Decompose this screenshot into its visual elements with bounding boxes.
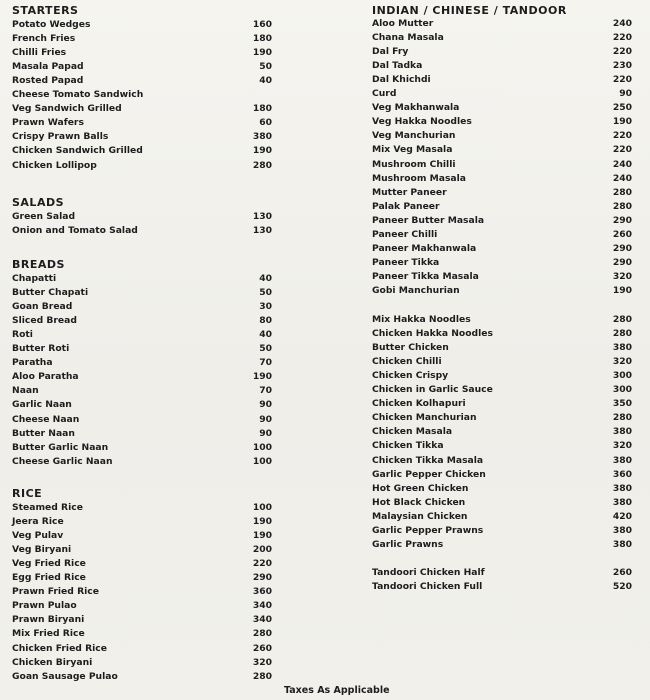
item-name: Prawn Pulao	[12, 600, 77, 611]
item-price: 380	[252, 131, 272, 142]
item-name: Mix Fried Rice	[12, 628, 85, 639]
item-name: Veg Makhanwala	[372, 102, 460, 113]
item-name: Garlic Naan	[12, 399, 72, 410]
item-price: 350	[612, 398, 632, 409]
item-name: Veg Fried Rice	[12, 558, 86, 569]
menu-item-potato-wedges	[10, 19, 275, 33]
menu-item-chicken-tikka-masala	[370, 455, 635, 469]
menu-item-prawn-fried-rice	[10, 586, 275, 600]
section-title: BREADS	[12, 258, 65, 271]
item-price: 340	[252, 614, 272, 625]
menu-item-chapatti	[10, 273, 275, 287]
item-price: 190	[252, 530, 272, 541]
menu-item-chicken-lollipop	[10, 160, 275, 174]
item-name: Butter Garlic Naan	[12, 442, 109, 453]
item-name: Mushroom Masala	[372, 173, 466, 184]
item-price: 60	[259, 117, 272, 128]
item-price: 260	[612, 567, 632, 578]
item-name: Onion and Tomato Salad	[12, 225, 138, 236]
menu-item-dal-tadka	[370, 60, 635, 74]
menu-item-chilli-fries	[10, 47, 275, 61]
item-price: 380	[612, 539, 632, 550]
menu-item-tandoori-chicken-full	[370, 581, 635, 595]
menu-item-steamed-rice	[10, 502, 275, 516]
item-price: 100	[252, 502, 272, 513]
menu-item-paneer-tikka-masala	[370, 271, 635, 285]
menu-item-malaysian-chicken	[370, 511, 635, 525]
item-price: 70	[259, 385, 272, 396]
item-price: 280	[252, 628, 272, 639]
item-price: 380	[612, 426, 632, 437]
item-name: Mix Veg Masala	[372, 144, 453, 155]
item-price: 220	[612, 144, 632, 155]
item-name: Roti	[12, 329, 33, 340]
item-name: Chicken Sandwich Grilled	[12, 145, 143, 156]
item-price: 80	[259, 315, 272, 326]
item-name: Dal Fry	[372, 46, 409, 57]
item-price: 290	[612, 215, 632, 226]
item-name: Chicken Biryani	[12, 657, 93, 668]
menu-item-veg-pulav	[10, 530, 275, 544]
menu-item-cheese-naan	[10, 414, 275, 428]
menu-item-crispy-prawn-balls	[10, 131, 275, 145]
item-name: Chicken Hakka Noodles	[372, 328, 493, 339]
menu-item-french-fries	[10, 33, 275, 47]
menu-item-tandoori-chicken-half	[370, 567, 635, 581]
item-name: Chicken Kolhapuri	[372, 398, 466, 409]
menu-item-palak-paneer	[370, 201, 635, 215]
item-name: Sliced Bread	[12, 315, 77, 326]
item-name: Dal Tadka	[372, 60, 423, 71]
item-name: Aloo Paratha	[12, 371, 79, 382]
item-price: 250	[612, 102, 632, 113]
item-name: Cheese Naan	[12, 414, 80, 425]
menu-item-chicken-kolhapuri	[370, 398, 635, 412]
menu-item-mutter-paneer	[370, 187, 635, 201]
item-name: Chicken in Garlic Sauce	[372, 384, 493, 395]
item-name: Chicken Fried Rice	[12, 643, 107, 654]
menu-item-jeera-rice	[10, 516, 275, 530]
menu-item-veg-hakka-noodles	[370, 116, 635, 130]
item-name: Paneer Tikka	[372, 257, 440, 268]
item-price: 220	[612, 46, 632, 57]
menu-item-cheese-tomato-sandwich	[10, 89, 275, 103]
item-price: 380	[612, 497, 632, 508]
item-price: 50	[259, 343, 272, 354]
item-price: 200	[252, 544, 272, 555]
item-name: Curd	[372, 88, 397, 99]
item-price: 190	[252, 47, 272, 58]
item-name: Steamed Rice	[12, 502, 83, 513]
item-name: Paneer Butter Masala	[372, 215, 485, 226]
item-name: Masala Papad	[12, 61, 84, 72]
item-name: Mutter Paneer	[372, 187, 447, 198]
item-name: Chicken Tikka	[372, 440, 444, 451]
item-price: 90	[619, 88, 632, 99]
item-price: 290	[612, 257, 632, 268]
item-price: 280	[612, 314, 632, 325]
menu-item-dal-fry	[370, 46, 635, 60]
item-name: Paneer Makhanwala	[372, 243, 477, 254]
item-price: 280	[612, 201, 632, 212]
item-price: 280	[252, 160, 272, 171]
item-name: Malaysian Chicken	[372, 511, 468, 522]
menu-item-prawn-wafers	[10, 117, 275, 131]
item-name: Hot Black Chicken	[372, 497, 466, 508]
item-name: Mushroom Chilli	[372, 159, 456, 170]
item-price: 130	[252, 225, 272, 236]
item-name: Goan Sausage Pulao	[12, 671, 118, 682]
item-price: 420	[612, 511, 632, 522]
menu-item-chicken-fried-rice	[10, 643, 275, 657]
menu-item-butter-chapati	[10, 287, 275, 301]
item-price: 160	[252, 19, 272, 30]
menu-item-chana-masala	[370, 32, 635, 46]
menu-item-sliced-bread	[10, 315, 275, 329]
item-name: Hot Green Chicken	[372, 483, 469, 494]
item-price: 100	[252, 442, 272, 453]
item-price: 380	[612, 342, 632, 353]
menu-item-veg-biryani	[10, 544, 275, 558]
section-title: RICE	[12, 487, 43, 500]
menu-item-chicken-manchurian	[370, 412, 635, 426]
item-price: 280	[612, 187, 632, 198]
item-name: Chana Masala	[372, 32, 444, 43]
item-price: 30	[259, 301, 272, 312]
menu-item-dal-khichdi	[370, 74, 635, 88]
menu-item-gobi-manchurian	[370, 285, 635, 299]
item-price: 240	[612, 18, 632, 29]
menu-item-veg-manchurian	[370, 130, 635, 144]
item-price: 320	[612, 440, 632, 451]
item-name: Chicken Masala	[372, 426, 453, 437]
item-name: Chicken Chilli	[372, 356, 442, 367]
item-name: Tandoori Chicken Half	[372, 567, 485, 578]
menu-item-rosted-papad	[10, 75, 275, 89]
menu-item-garlic-prawns	[370, 539, 635, 553]
item-price: 50	[259, 61, 272, 72]
item-name: Veg Sandwich Grilled	[12, 103, 122, 114]
item-price: 230	[612, 60, 632, 71]
menu-item-goan-bread	[10, 301, 275, 315]
menu-item-garlic-pepper-chicken	[370, 469, 635, 483]
item-name: Egg Fried Rice	[12, 572, 86, 583]
item-price: 260	[612, 229, 632, 240]
item-price: 90	[259, 414, 272, 425]
menu-item-mix-veg-masala	[370, 144, 635, 158]
item-name: Palak Paneer	[372, 201, 440, 212]
item-price: 320	[612, 356, 632, 367]
menu-item-butter-garlic-naan	[10, 442, 275, 456]
item-name: Naan	[12, 385, 39, 396]
menu-item-masala-papad	[10, 61, 275, 75]
item-price: 300	[612, 370, 632, 381]
item-name: Aloo Mutter	[372, 18, 434, 29]
item-name: Prawn Wafers	[12, 117, 84, 128]
section-title: SALADS	[12, 196, 65, 209]
item-name: Jeera Rice	[12, 516, 64, 527]
menu-item-prawn-biryani	[10, 614, 275, 628]
item-price: 50	[259, 287, 272, 298]
menu-item-garlic-naan	[10, 399, 275, 413]
item-price: 380	[612, 525, 632, 536]
item-name: Cheese Tomato Sandwich	[12, 89, 144, 100]
item-price: 40	[259, 75, 272, 86]
item-price: 280	[612, 412, 632, 423]
menu-item-hot-green-chicken	[370, 483, 635, 497]
menu-item-goan-sausage-pulao	[10, 671, 275, 685]
item-price: 190	[252, 371, 272, 382]
item-name: Paneer Chilli	[372, 229, 438, 240]
item-name: Prawn Biryani	[12, 614, 85, 625]
menu-item-curd	[370, 88, 635, 102]
menu-item-onion-and-tomato-salad	[10, 225, 275, 239]
menu-item-mushroom-masala	[370, 173, 635, 187]
menu-item-veg-makhanwala	[370, 102, 635, 116]
menu-item-mix-hakka-noodles	[370, 314, 635, 328]
section-title: STARTERS	[12, 4, 79, 17]
menu-item-green-salad	[10, 211, 275, 225]
menu-item-cheese-garlic-naan	[10, 456, 275, 470]
item-name: Chilli Fries	[12, 47, 67, 58]
item-name: Tandoori Chicken Full	[372, 581, 483, 592]
item-name: Garlic Prawns	[372, 539, 444, 550]
menu-item-chicken-in-garlic-sauce	[370, 384, 635, 398]
taxes-note: Taxes As Applicable	[284, 685, 390, 696]
item-price: 190	[612, 285, 632, 296]
item-price: 220	[612, 130, 632, 141]
item-price: 190	[252, 516, 272, 527]
item-price: 70	[259, 357, 272, 368]
item-price: 100	[252, 456, 272, 467]
item-name: Veg Hakka Noodles	[372, 116, 472, 127]
menu-item-egg-fried-rice	[10, 572, 275, 586]
menu-item-aloo-paratha	[10, 371, 275, 385]
item-name: Paneer Tikka Masala	[372, 271, 479, 282]
item-name: Rosted Papad	[12, 75, 84, 86]
menu-item-chicken-chilli	[370, 356, 635, 370]
section-title: INDIAN / CHINESE / TANDOOR	[372, 4, 567, 17]
menu-item-veg-sandwich-grilled	[10, 103, 275, 117]
item-name: Veg Pulav	[12, 530, 64, 541]
item-name: Butter Naan	[12, 428, 75, 439]
item-name: Butter Chapati	[12, 287, 89, 298]
item-name: Paratha	[12, 357, 53, 368]
item-name: Cheese Garlic Naan	[12, 456, 113, 467]
item-name: Veg Manchurian	[372, 130, 456, 141]
item-price: 180	[252, 33, 272, 44]
menu-item-chicken-hakka-noodles	[370, 328, 635, 342]
menu-item-paneer-makhanwala	[370, 243, 635, 257]
menu-item-naan	[10, 385, 275, 399]
item-price: 180	[252, 103, 272, 114]
item-price: 220	[612, 32, 632, 43]
item-name: Veg Biryani	[12, 544, 72, 555]
item-price: 320	[612, 271, 632, 282]
menu-item-paneer-chilli	[370, 229, 635, 243]
item-price: 300	[612, 384, 632, 395]
item-price: 340	[252, 600, 272, 611]
menu-item-garlic-pepper-prawns	[370, 525, 635, 539]
item-price: 40	[259, 273, 272, 284]
item-price: 130	[252, 211, 272, 222]
menu-item-butter-chicken	[370, 342, 635, 356]
item-price: 220	[252, 558, 272, 569]
item-price: 240	[612, 173, 632, 184]
item-name: Chicken Lollipop	[12, 160, 97, 171]
item-price: 280	[612, 328, 632, 339]
menu-item-roti	[10, 329, 275, 343]
menu-item-aloo-mutter	[370, 18, 635, 32]
item-name: Butter Roti	[12, 343, 70, 354]
menu-item-chicken-tikka	[370, 440, 635, 454]
item-price: 90	[259, 399, 272, 410]
menu-item-prawn-pulao	[10, 600, 275, 614]
item-price: 360	[612, 469, 632, 480]
menu-item-mushroom-chilli	[370, 159, 635, 173]
item-name: Green Salad	[12, 211, 76, 222]
item-name: Chicken Manchurian	[372, 412, 477, 423]
item-name: Garlic Pepper Chicken	[372, 469, 486, 480]
item-name: Chapatti	[12, 273, 57, 284]
item-price: 90	[259, 428, 272, 439]
item-price: 190	[612, 116, 632, 127]
menu-item-hot-black-chicken	[370, 497, 635, 511]
item-name: Dal Khichdi	[372, 74, 431, 85]
menu-item-chicken-sandwich-grilled	[10, 145, 275, 159]
item-name: Garlic Pepper Prawns	[372, 525, 484, 536]
menu-item-butter-naan	[10, 428, 275, 442]
menu-item-paratha	[10, 357, 275, 371]
item-name: Crispy Prawn Balls	[12, 131, 109, 142]
item-price: 220	[612, 74, 632, 85]
menu-item-veg-fried-rice	[10, 558, 275, 572]
item-price: 380	[612, 483, 632, 494]
item-price: 260	[252, 643, 272, 654]
item-name: French Fries	[12, 33, 76, 44]
item-price: 280	[252, 671, 272, 682]
menu-item-paneer-butter-masala	[370, 215, 635, 229]
item-price: 360	[252, 586, 272, 597]
menu-item-mix-fried-rice	[10, 628, 275, 642]
item-price: 190	[252, 145, 272, 156]
item-name: Chicken Crispy	[372, 370, 449, 381]
item-price: 240	[612, 159, 632, 170]
item-price: 380	[612, 455, 632, 466]
menu-item-chicken-crispy	[370, 370, 635, 384]
item-name: Butter Chicken	[372, 342, 449, 353]
menu-item-chicken-masala	[370, 426, 635, 440]
menu-item-paneer-tikka	[370, 257, 635, 271]
item-name: Goan Bread	[12, 301, 73, 312]
item-name: Chicken Tikka Masala	[372, 455, 484, 466]
item-name: Gobi Manchurian	[372, 285, 460, 296]
item-name: Potato Wedges	[12, 19, 91, 30]
item-price: 520	[612, 581, 632, 592]
item-price: 40	[259, 329, 272, 340]
menu-item-chicken-biryani	[10, 657, 275, 671]
menu-item-butter-roti	[10, 343, 275, 357]
item-price: 290	[252, 572, 272, 583]
item-price: 290	[612, 243, 632, 254]
item-name: Prawn Fried Rice	[12, 586, 99, 597]
item-name: Mix Hakka Noodles	[372, 314, 471, 325]
item-price: 320	[252, 657, 272, 668]
